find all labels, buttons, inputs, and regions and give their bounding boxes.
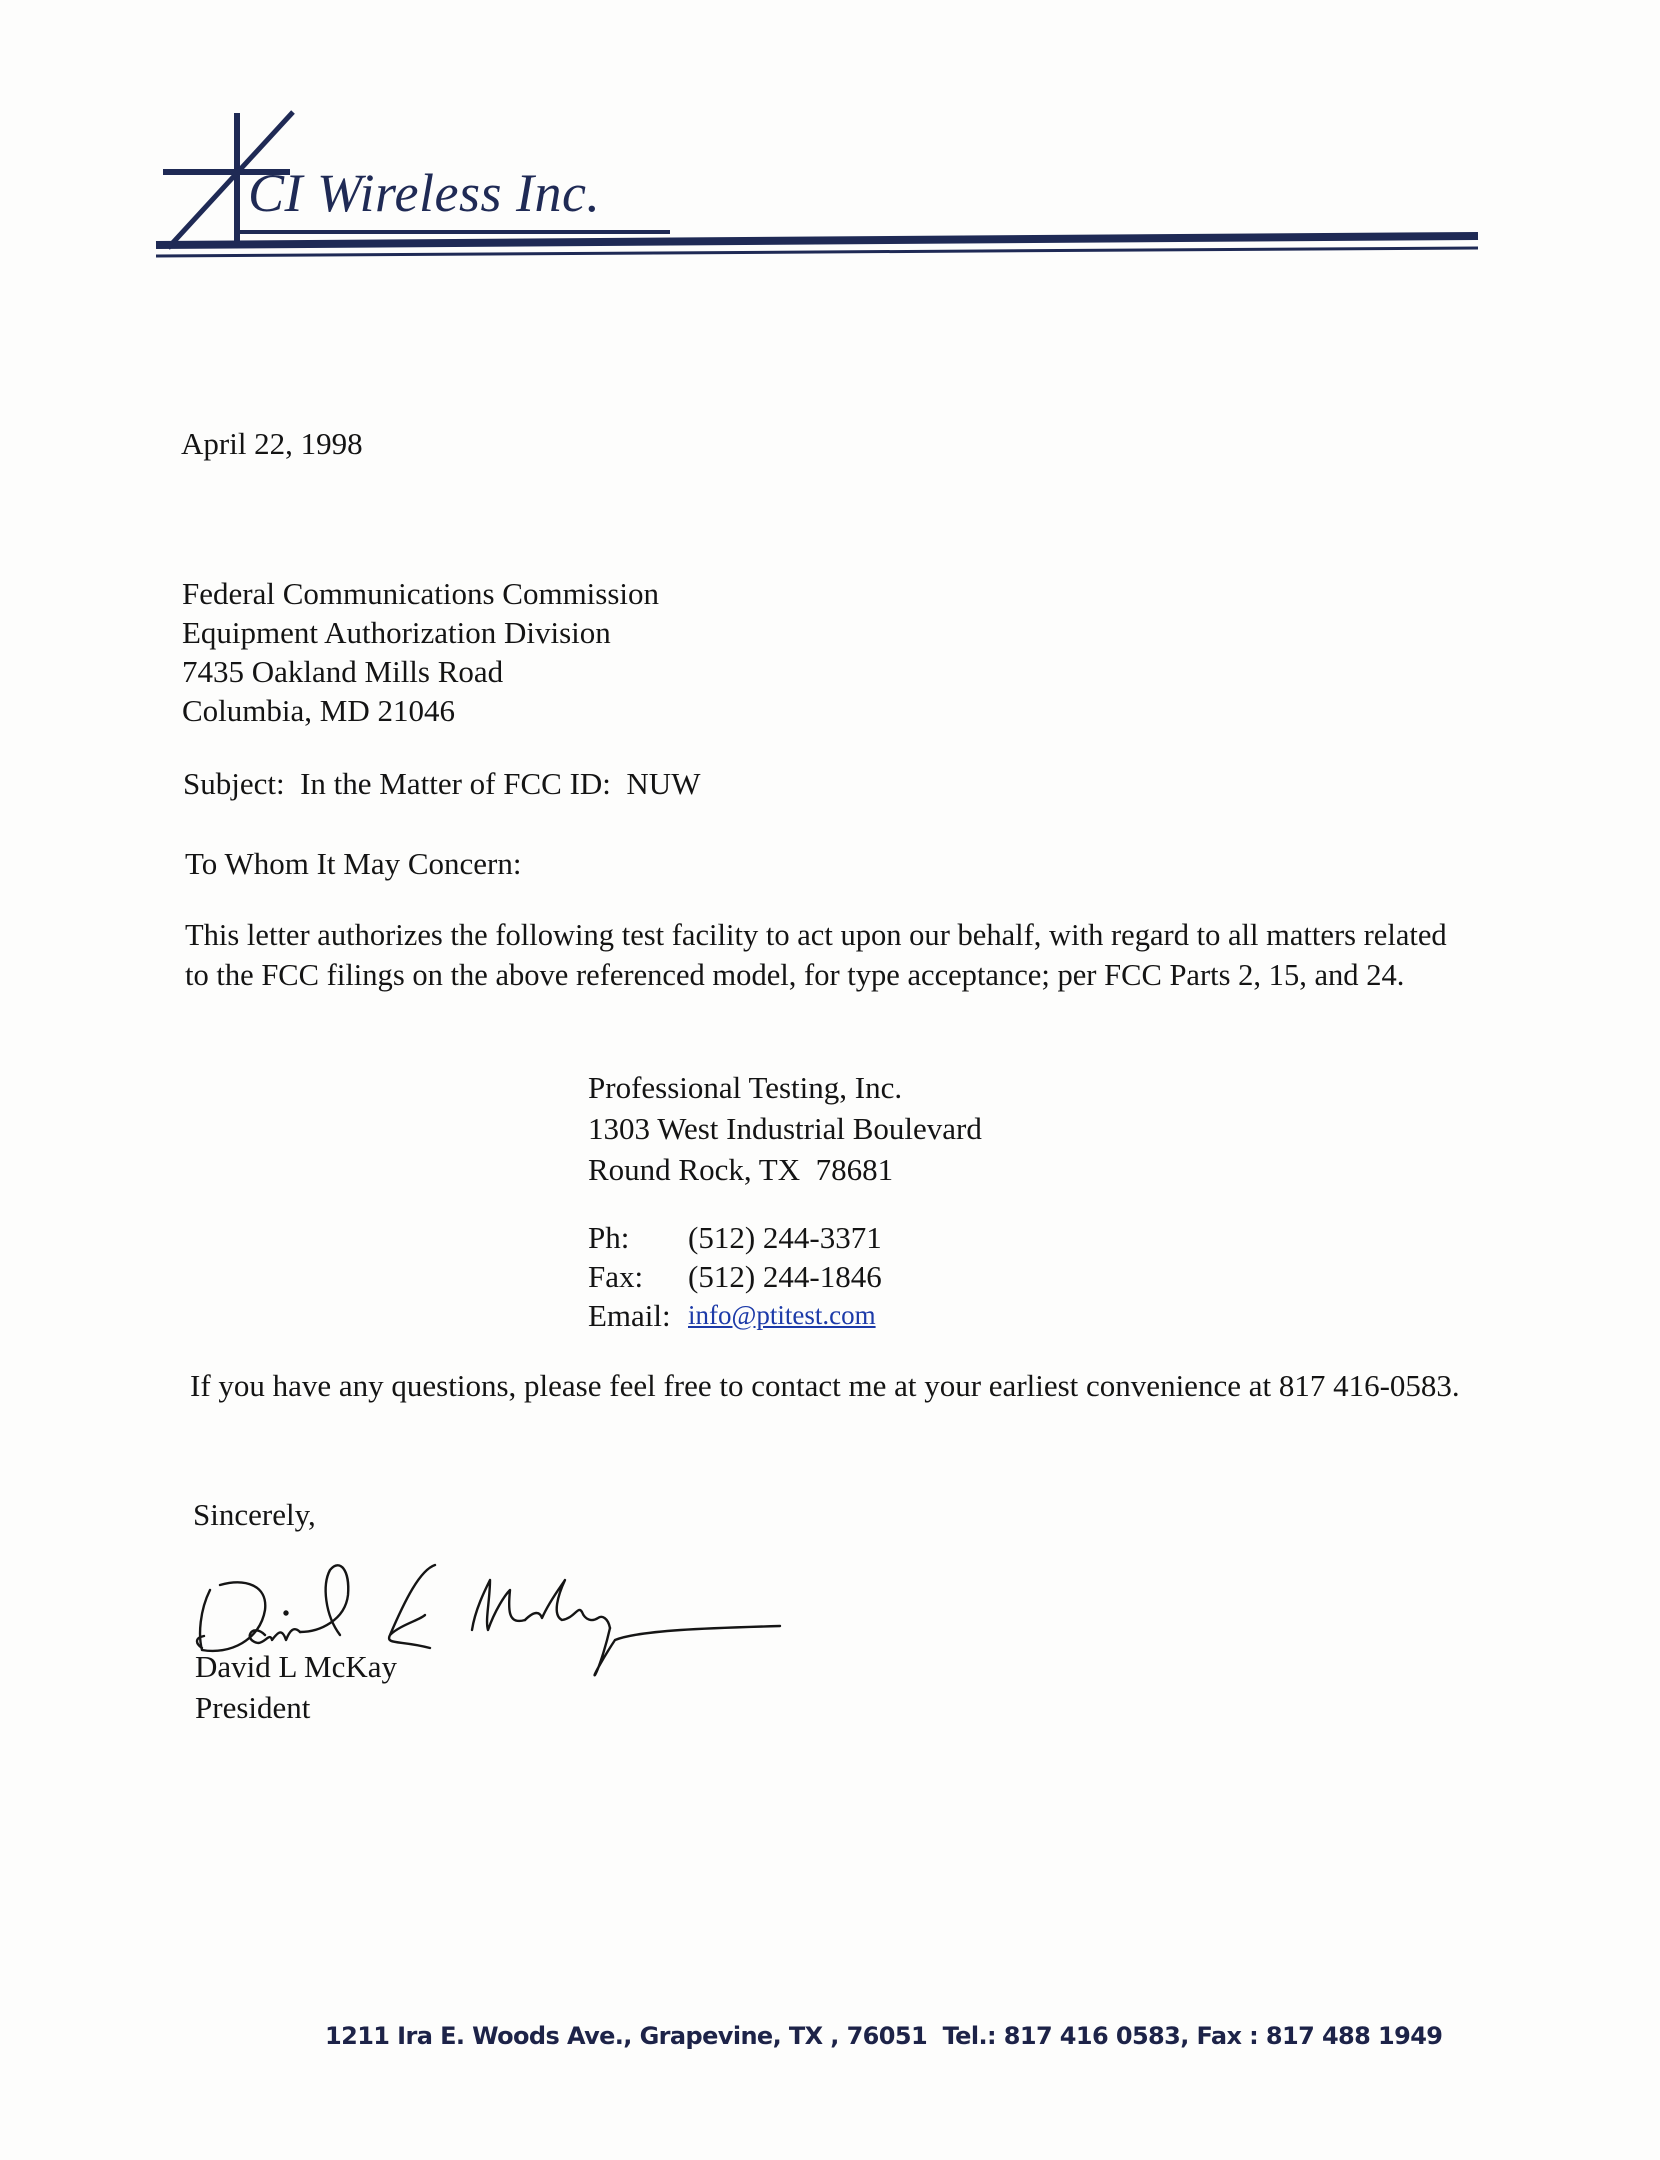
email-link[interactable]: info@ptitest.com [688,1300,876,1330]
letterhead [0,0,1660,280]
recipient-address [182,574,659,730]
phone-label: Ph: [588,1220,630,1255]
fax-row [588,1257,882,1296]
fax-value: (512) 244-1846 [688,1259,882,1294]
email-row [588,1296,882,1335]
phone-value: (512) 244-3371 [688,1220,882,1255]
company-name: CI Wireless Inc. [248,163,601,223]
salutation: To Whom It May Concern: [185,846,522,881]
fax-label: Fax: [588,1259,644,1294]
recipient-line: Federal Communications Commission [182,576,660,611]
subject-line: Subject: In the Matter of FCC ID: NUW [183,766,701,801]
footer-address: 1211 Ira E. Woods Ave., Grapevine, TX , 76051 Tel.: 817 416 0583, Fax : 817 488 1949 [325,2022,1443,2050]
recipient-line: Equipment Authorization Division [182,615,611,650]
facility-name: Professional Testing, Inc. [588,1070,903,1105]
letter-date: April 22, 1998 [181,426,363,461]
closing: Sincerely, [193,1497,316,1532]
recipient-line: Columbia, MD 21046 [182,693,455,728]
recipient-line: 7435 Oakland Mills Road [182,654,504,689]
body-paragraph: This letter authorizes the following test facility to act upon our behalf, with regard to all matters related to the FCC filings on the above referenced model, for type acceptance; per FCC Parts 2, 15, and 24. [185,917,1447,992]
facility-contact [588,1218,882,1335]
phone-row [588,1218,882,1257]
facility-address [588,1068,982,1191]
email-label: Email: [588,1298,671,1333]
closing-paragraph: If you have any questions, please feel free to contact me at your earliest convenience at 817 416-0583. [190,1368,1460,1403]
antenna-cross-logo-icon [0,0,1660,280]
signer-title: President [195,1690,311,1725]
facility-street: 1303 West Industrial Boulevard [588,1111,982,1146]
facility-city: Round Rock, TX 78681 [588,1152,894,1187]
signer-name: David L McKay [195,1649,398,1684]
